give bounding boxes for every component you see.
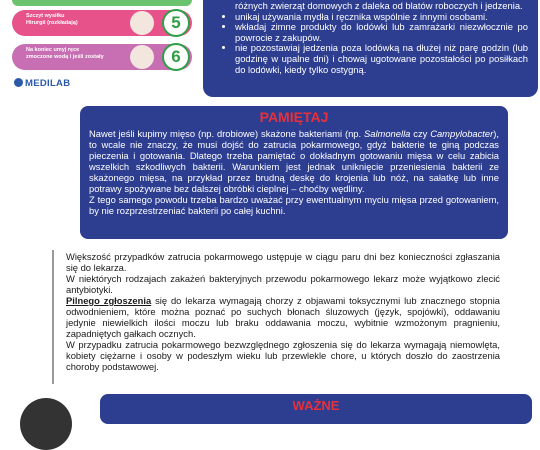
important-box	[100, 394, 532, 424]
italic-term: Salmonella	[363, 128, 411, 139]
hand-illustration-icon	[130, 11, 154, 35]
info-paragraph: Większość przypadków zatrucia pokarmowego ustępuje w ciągu paru dni bez konieczności zgłaszania się do lekarza.	[66, 251, 500, 273]
text-span: się do lekarza wymagają chorzy z objawami toksycznymi lub znacznego stopnia odwodnieniem, które można poznać po suchych błonach śluzowych (język, spojówki), oddawaniu jedynie niewielkich ilości moczu lub braku oddawania moczu, wybitnie wzmożonym pragnieniu, zapadniętych gałkach ocznych.	[66, 295, 500, 339]
logo-mark-icon	[14, 78, 23, 87]
remember-paragraph-1	[89, 128, 499, 194]
step-number-badge: 5	[162, 9, 190, 37]
step-number-badge: 6	[162, 43, 190, 71]
remember-title: PAMIĘTAJ	[259, 109, 329, 125]
tip-item: • wkładaj zimne produkty do lodówki lub zamrażarki niezwłocznie po powrocie z zakupów.	[235, 22, 528, 43]
logo-text: MEDILAB	[25, 78, 71, 89]
important-title: WAŻNE	[292, 398, 340, 413]
strip-text: Szczyt wysiłku Hirurgii (rozkładają)	[26, 13, 78, 26]
info-paragraph: W przypadku zatrucia pokarmowego bezwzględnego zgłoszenia się do lekarza wymagają niemowlęta, kobiety ciężarne i osoby w podeszłym wieku lub przewlekle chore, u których doszło do zaostrzenia choroby podstawowej.	[66, 339, 500, 372]
italic-term: Campylobacter	[430, 128, 494, 139]
remember-paragraph-2: Z tego samego powodu trzeba bardzo uważać przy ewentualnym myciu mięsa przed gotowaniem, by nie rozprzestrzeniać bakterii po całej kuchni.	[89, 194, 499, 216]
strip-text: Na koniec umyj ręce zmoczone wodą i jeśli zostały	[26, 47, 104, 60]
hygiene-tips-box	[203, 0, 538, 97]
tip-item: różnych zwierząt domowych z daleka od blatów roboczych i jedzenia.	[235, 0, 523, 11]
hand-illustration-icon	[130, 45, 154, 69]
tip-item: • unikaj używania mydła i ręcznika wspólnie z innymi osobami.	[235, 12, 528, 23]
text-span: ), to wcale nie znaczy, że musi dojść do zatrucia pokarmowego, gdyż bakterie te giną podczas pieczenia i gotowania. Dlatego trzeba pamiętać o dokładnym gotowaniu mięsa w celu zabicia wszelkich szkodliwych bakterii. Warunkiem jest jednak uniknięcie przeniesienia bakterii ze skażonego mięsa, na przykład przez brudną deskę do krojenia lub nóż, na sałatkę lub inne potrawy spożywane bez dalszej obróbki cieplnej – choćby wędliny.	[89, 128, 499, 194]
tips-list	[223, 1, 528, 75]
urgent-label: Pilnego zgłoszenia	[66, 295, 152, 306]
instruction-strip-5	[12, 10, 192, 36]
instruction-strip-6	[12, 44, 192, 70]
doctor-info-section	[52, 250, 500, 384]
info-paragraph: W niektórych rodzajach zakażeń bakteryjnych przewodu pokarmowego lekarz może wyjątkowo zlecić antybiotyki.	[66, 273, 500, 295]
strip-top-edge	[12, 0, 192, 6]
remember-box	[80, 106, 508, 239]
text-span: czy	[410, 128, 431, 139]
text-span: Nawet jeśli kupimy mięso (np. drobiowe) skażone bakteriami (np.	[89, 128, 364, 139]
warning-circle-icon	[20, 398, 72, 450]
info-paragraph-urgent	[66, 295, 500, 339]
tip-item: • nie pozostawiaj jedzenia poza lodówką na dłużej niż parę godzin (lub godzinę w upalne dni) i chowaj ugotowane pozostałości po posiłkach do lodówki, kiedy tylko ostygną.	[235, 43, 528, 75]
medilab-logo	[14, 78, 70, 89]
